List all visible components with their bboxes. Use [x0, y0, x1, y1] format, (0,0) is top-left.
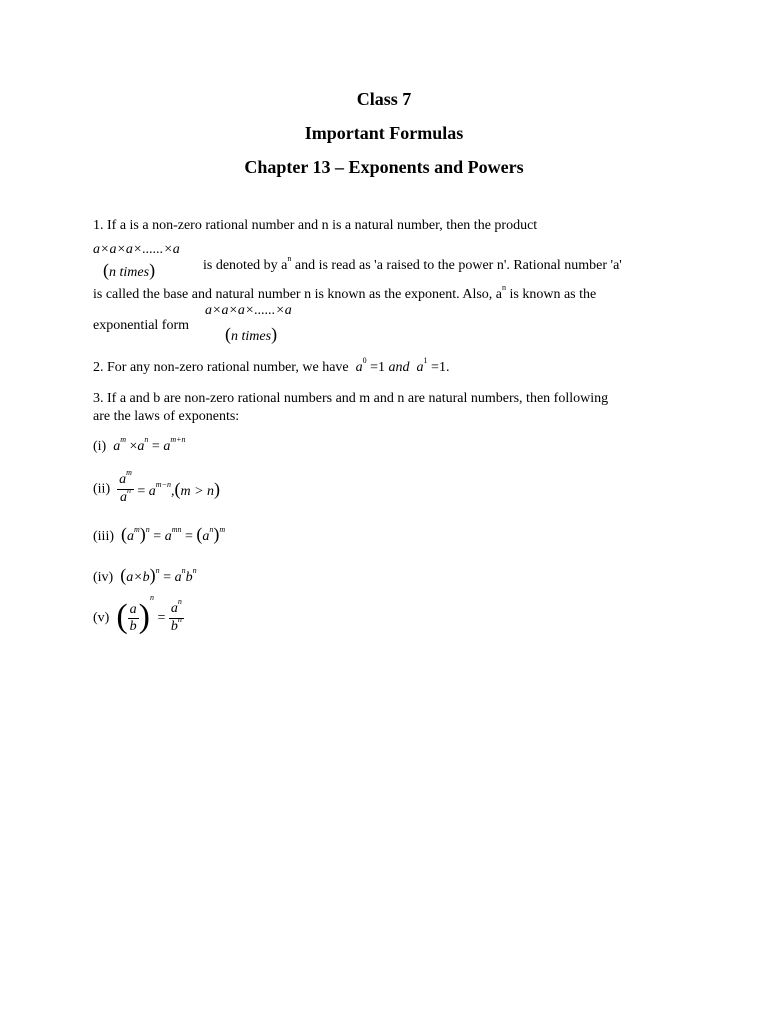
subtitle: Important Formulas — [304, 123, 464, 143]
item1-exp-n-times: (n times) — [225, 324, 278, 344]
item1-base-text: is called the base and natural number n is known as the exponent. Also, $a^n$ is known as the — [93, 283, 597, 302]
law-ii-fraction: $\frac{a^m}{a^n}$ — [119, 468, 132, 505]
item1-intro: 1. If a is a non-zero rational number and n is a natural number, then the product — [93, 218, 538, 233]
item1-n-times: (n times) — [103, 260, 156, 280]
law-iii: (iii) $(a^m)^n = a^{mn} = (a^n)^m$ — [93, 524, 226, 544]
item1-exp-product-expr: a×a×a×......×a — [205, 303, 292, 318]
class-title: Class 7 — [356, 89, 412, 109]
item1-product-expr: a×a×a×......×a — [93, 242, 180, 257]
law-i: (i) $a^m \times a^n = a^{m+n}$ — [93, 435, 186, 454]
item3-line2: are the laws of exponents: — [93, 409, 240, 424]
law-ii: (ii) $\frac{a^m}{a^n}$ = $a^{m-n},(m > n)$ — [93, 468, 221, 505]
item2-line: 2. For any non-zero rational number, we have $a^0 =1$ and $a^1 =1$. — [93, 356, 450, 375]
law-iv: (iv) $(a\times b)^n = a^nb^n$ — [93, 565, 197, 585]
item1-denoted-text: is denoted by $a^n$ and is read as 'a raised to the power n'. Rational number 'a' — [203, 254, 622, 273]
item1-exp-form-label: exponential form — [93, 318, 190, 333]
law-v-rhs-fraction: $\frac{a^n}{b^n}$ — [170, 597, 182, 634]
law-v: (v) ( $\frac{a}{b}$ )$^n$ = $\frac{a^n}{b^n}$ — [93, 592, 182, 635]
item3-line1: 3. If a and b are non-zero rational numbers and m and n are natural numbers, then following — [93, 391, 609, 406]
chapter-title: Chapter 13 – Exponents and Powers — [244, 157, 524, 177]
law-v-lhs-fraction: $\frac{a}{b}$ — [129, 602, 137, 634]
